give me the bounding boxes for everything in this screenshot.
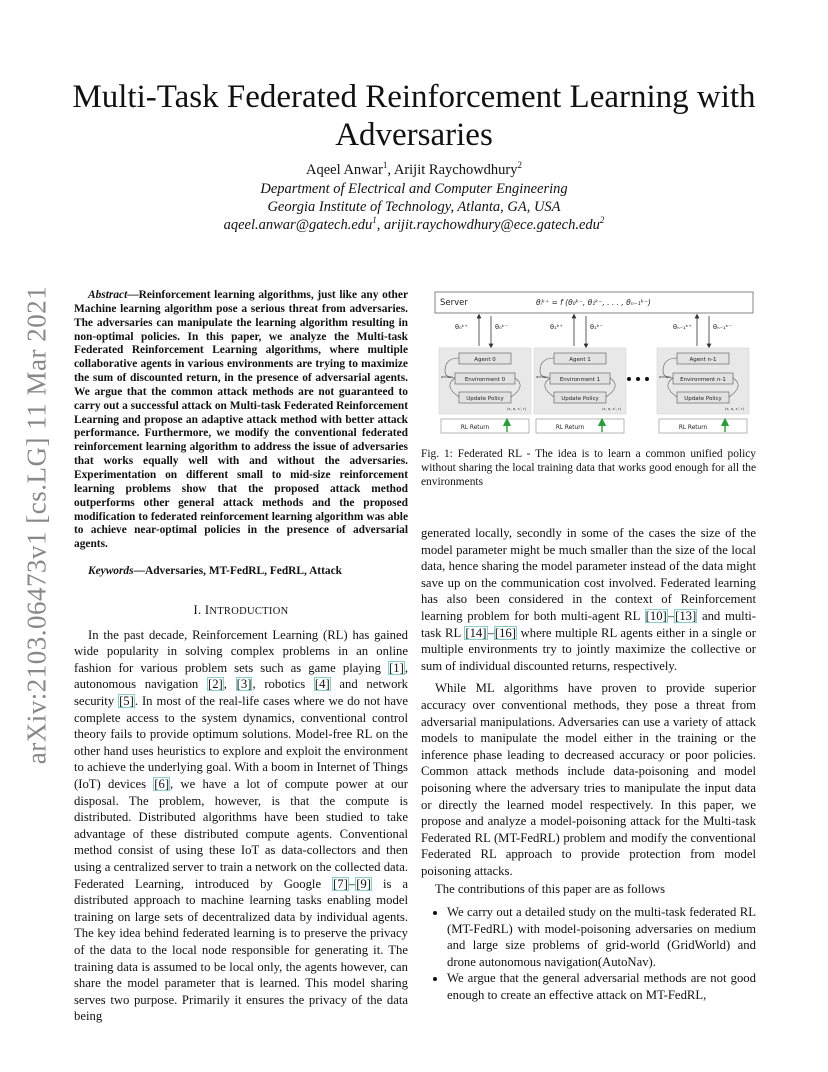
keywords: Keywords—Adversaries, MT-FedRL, FedRL, Attack [88,565,342,578]
right-column [421,525,756,1004]
policy-label: Update Policy [684,396,722,402]
figure-caption: Fig. 1: Federated RL - The idea is to learn a common unified policy without sharing the local training data that works good enough for all the environments [421,448,756,488]
transition-tuple: (s, a, s', r) [602,406,622,411]
param-down-label: θ₀ᵏ⁻ [495,323,508,331]
section-heading-introduction: I. INTRODUCTION [193,603,289,618]
list-item: • We argue that the general adversarial methods are not good enough to create an effective attack on MT-FedRL, [447,970,756,1003]
left-column [74,289,408,1025]
server-label: Server [440,298,468,308]
agent-blocks [439,348,749,433]
citation-link[interactable]: [3] [236,677,252,692]
agent-label: Agent n-1 [689,357,717,363]
citation-link[interactable]: [7] [333,876,348,891]
action-label: action [536,374,548,379]
param-up-label: θ₁ᵏ⁺ [550,323,563,331]
contribution-list [421,904,756,1004]
agent-block [439,348,531,433]
arxiv-id: arXiv:2103.06473v1 [cs.LG] 11 Mar 2021 [21,285,52,765]
rl-return-label: RL Return [460,425,490,431]
transition-tuple: (s, a, s', r) [507,406,527,411]
citation-link[interactable]: [14] [465,625,487,640]
paragraph: generated locally, secondly in some of the cases the size of the model parameter might be much smaller than the size of the local data, hence sharing the model parameter instead of the data might save up on the communication cost involved. Federated learning has also been considered in the context of Reinforcement learning problem for both multi-agent RL [10]–[13] and multi-task RL [14]–[16] where multiple RL agents either in a single or multiple environments try to jointly maximize the collective or sum of individual discounted returns, respectively. [421,526,756,673]
agent-label: Agent 1 [569,357,591,363]
environment-label: Environment 0 [464,377,506,383]
author-list: Aqeel Anwar$^1$, Arijit Raychowdhury$^2$ [306,160,522,178]
citation-link[interactable]: [16] [494,625,516,640]
citation-link[interactable]: [5] [119,694,134,708]
environment-label: Environment n-1 [680,377,726,383]
citation-link[interactable]: [9] [356,876,371,891]
paragraph: The contributions of this paper are as follows [435,882,666,897]
ellipsis-dots [627,377,649,381]
arxiv-sidebar-stamp [22,285,52,765]
federated-rl-diagram [421,286,756,438]
affiliation: Department of Electrical and Computer Engineering Georgia Institute of Technology, Atlanta, GA, USA aqeel.anwar@gatech.edu$^1$, arijit.raychowdhury@ece.gatech.edu$^2$ [60,180,768,234]
transition-tuple: (s, a, s', r) [725,406,745,411]
environment-label: Environment 1 [559,377,601,383]
param-down-label: θ₁ᵏ⁻ [590,323,603,331]
action-label: action [659,374,671,379]
list-item: • We carry out a detailed study on the multi-task federated RL (MT-FedRL) with model-poisoning adversaries on medium and large size problems of grid-world (GridWorld) and drone autonomous navigation(AutoNav). [447,904,756,970]
param-down-label: θₙ₋₁ᵏ⁻ [713,323,732,331]
citation-link[interactable]: [4] [314,677,330,692]
citation-link[interactable]: [10] [645,608,667,623]
server-equation: θᵢᵏ⁺ = f (θ₀ᵏ⁻, θ₁ᵏ⁻, . . . , θₙ₋₁ᵏ⁻) [536,298,651,307]
rl-return-label: RL Return [678,425,708,431]
paragraph: While ML algorithms have proven to provide superior accuracy over conventional methods, they pose a threat from adversarial manipulations. Adversaries can use a variety of attack models to manipulate the model either in the training or the inference phase leading to decreased accuracy or poor policies. Common attack methods include data-poisoning and model poisoning where the adversary tries to manipulate the input data or directly the learned model respectively. In this paper, we propose and analyze a model-poisoning attack for the Multi-task Federated RL (MT-FedRL) problem and modify the conventional Federated RL approach to provide protection from model poisoning attacks. [421,681,756,878]
introduction-paragraph: In the past decade, Reinforcement Learning (RL) has gained wide popularity in solving complex problems in an online fashion for various problem sets such as game playing [1], autonomous navigation [2], [3], robotics [4] and network security [5]. In most of the real-life cases where we do not have complete access to the system dynamics, conventional control theory fails to provide optimum solutions. Model-free RL on the other hand uses heuristics to explore and exploit the environment to achieve the underlying goal. With a boom in Internet of Things (IoT) devices [6], we have a lot of compute power at our disposal. The problem, however, is that the compute is distributed. Distributed algorithms have been studied to take advantage of these distributed compute agents. Conventional method consist of using these IoT as data-collectors and then using a centralized server to train a network on the collected data. Federated Learning, introduced by Google [7]–[9] is a distributed approach to machine learning tasks enabling model training on large sets of decentralized data by individual agents. The key idea behind federated learning is to preserve the privacy of the data to the local node responsible for generating it. The training data is assumed to be local only, the agents however, can share the model parameter that is learned. This model sharing serves two purpose. Primarily it ensures the privacy of the data being [74,627,408,1024]
agent-block [657,348,749,433]
parameter-arrows [455,316,732,346]
agent-block [534,348,626,433]
action-label: action [441,374,453,379]
paper-title: Multi-Task Federated Reinforcement Learning with Adversaries [72,79,756,153]
abstract: Abstract—Reinforcement learning algorithms, just like any other Machine learning algorithm pose a serious threat from adversaries. The adversaries can manipulate the learning algorithm resulting in non-optimal policies. In this paper, we analyze the Multi-task Federated Reinforcement Learning algorithms, where multiple collaborative agents in various environments are trying to maximize the sum of discounted return, in the presence of adversarial agents. We argue that the common attack methods are not guaranteed to carry out a successful attack on Multi-task Federated Reinforcement Learning and propose an adaptive attack method with better attack performance. Furthermore, we modify the conventional federated reinforcement learning algorithm to address the issue of adversaries that works equally well with and without the adversaries. Experimentation on different small to mid-size reinforcement learning problems show that the proposed attack method outperforms other general attack methods and the proposed modification to federated reinforcement learning algorithm was able to achieve near-optimal policies in the presence of adversarial agents. [74,289,408,551]
citation-link[interactable]: [2] [207,677,223,692]
citation-link[interactable]: [6] [154,776,170,791]
policy-label: Update Policy [561,396,599,402]
rl-return-label: RL Return [555,425,585,431]
policy-label: Update Policy [466,396,504,402]
citation-link[interactable]: [1] [389,660,404,675]
citation-link[interactable]: [13] [675,608,697,623]
agent-label: Agent 0 [474,357,496,363]
author-emails: aqeel.anwar@gatech.edu$^1$, arijit.raychowdhury@ece.gatech.edu$^2$ [223,215,605,233]
figure-federated-rl [421,286,756,438]
param-up-label: θ₀ᵏ⁺ [455,323,468,331]
param-up-label: θₙ₋₁ᵏ⁺ [673,323,692,331]
